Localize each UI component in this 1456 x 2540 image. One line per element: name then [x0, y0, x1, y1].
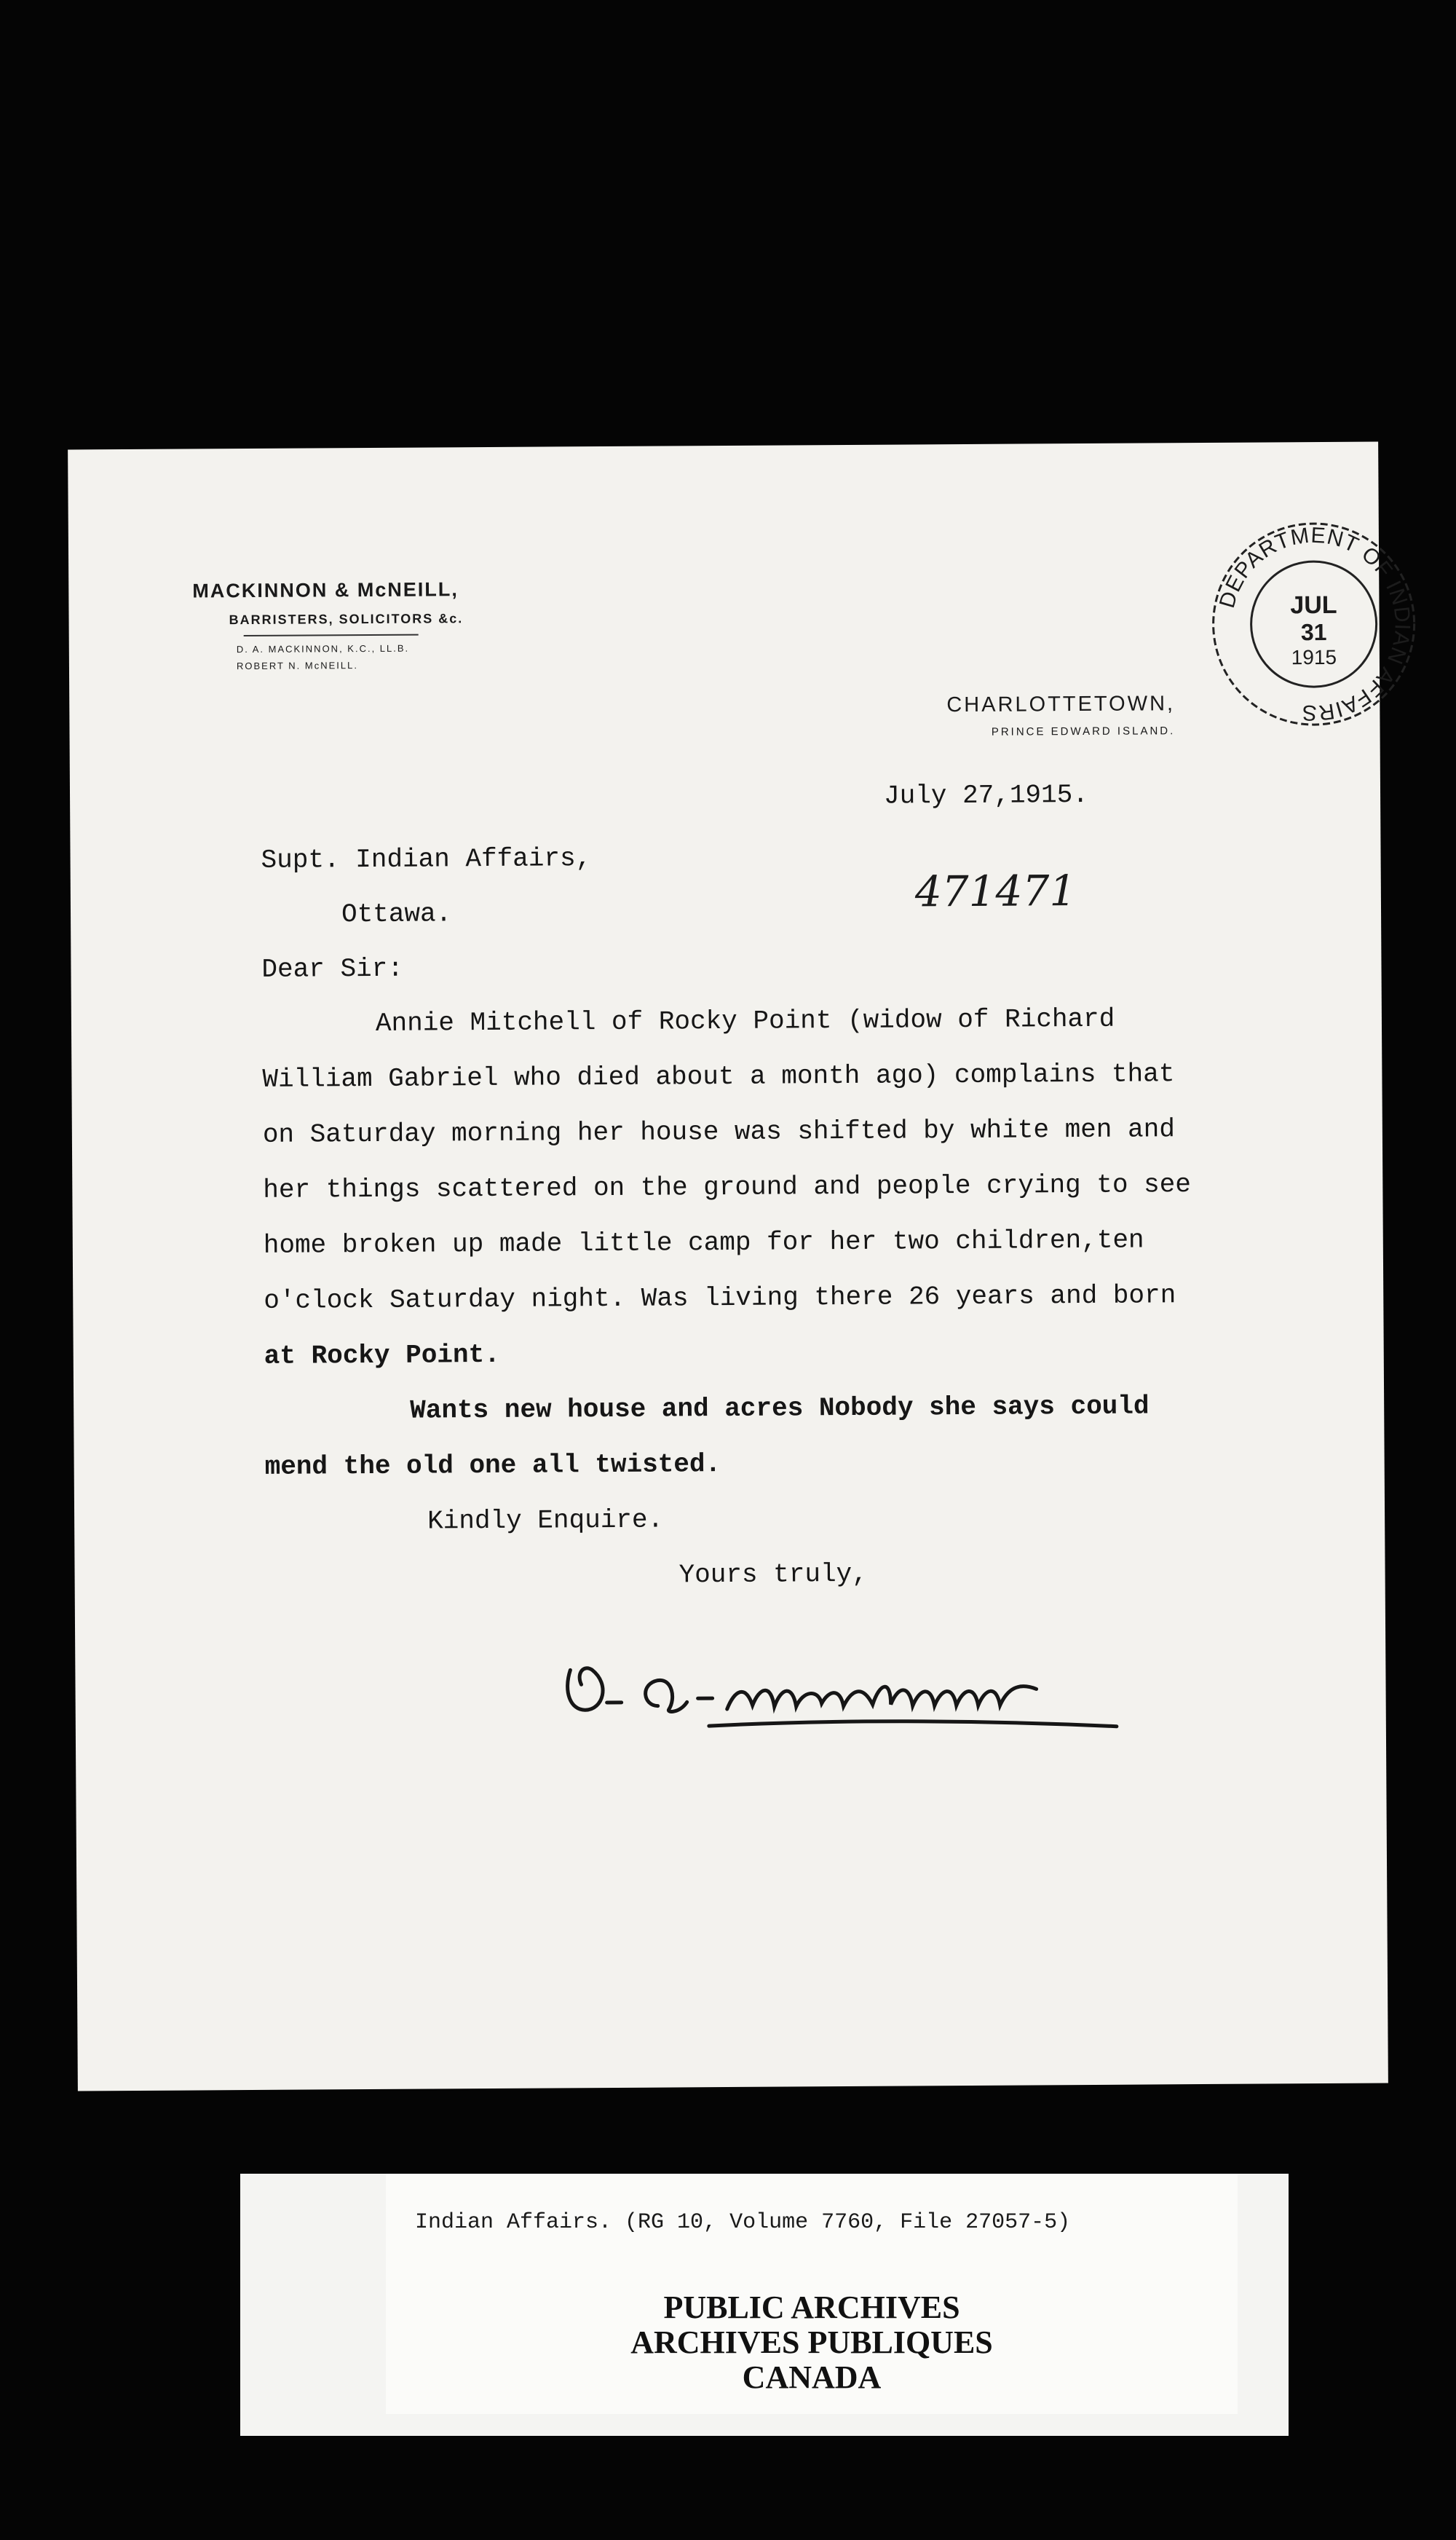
archive-stamp-text: [386, 2290, 1238, 2395]
body-line: Wants new house and acres Nobody she says could: [410, 1391, 1150, 1426]
archive-line-1: PUBLIC ARCHIVES: [663, 2289, 960, 2325]
province: PRINCE EDWARD ISLAND.: [991, 725, 1176, 738]
body-line: o'clock Saturday night. Was living there 26 years and born: [264, 1280, 1176, 1316]
city: CHARLOTTETOWN,: [946, 692, 1176, 717]
letterhead-rule: [244, 634, 419, 636]
archive-reference: Indian Affairs. (RG 10, Volume 7760, File 27057-5): [415, 2210, 1071, 2235]
body-line: mend the old one all twisted.: [264, 1449, 721, 1482]
partner-2: ROBERT N. McNEILL.: [236, 660, 358, 672]
stamp-month: JUL: [1290, 591, 1337, 620]
request-line: Kindly Enquire.: [427, 1504, 664, 1537]
stamp-ring-text: DEPARTMENT OF INDIAN AFFAIRS: [1214, 523, 1415, 725]
letterhead: [192, 578, 463, 671]
letterhead-location: [946, 692, 1175, 738]
body-line: on Saturday morning her house was shifted by white men and: [262, 1114, 1176, 1150]
body-line: home broken up made little camp for her two children,ten: [263, 1225, 1144, 1261]
archive-line-2: ARCHIVES PUBLIQUES: [630, 2324, 993, 2360]
letter-date: July 27,1915.: [883, 779, 1089, 811]
addressee-city: Ottawa.: [341, 899, 452, 930]
body-line: her things scattered on the ground and people crying to see: [263, 1170, 1192, 1205]
closing: Yours truly,: [678, 1558, 868, 1590]
archive-line-3: CANADA: [742, 2359, 882, 2395]
body-line: William Gabriel who died about a month ago) complains that: [262, 1059, 1175, 1095]
addressee: Supt. Indian Affairs,: [261, 843, 592, 875]
file-number: 471471: [914, 866, 1077, 917]
stamp-year: 1915: [1291, 645, 1337, 669]
body-line: Annie Mitchell of Rocky Point (widow of Richard: [375, 1003, 1115, 1038]
received-stamp: [1204, 514, 1424, 734]
letter-sheet: [68, 442, 1415, 2091]
partner-1: D. A. MACKINNON, K.C., LL.B.: [236, 642, 410, 655]
stamp-day: 31: [1300, 618, 1327, 646]
body-line: at Rocky Point.: [264, 1339, 500, 1371]
firm-name: MACKINNON & McNEILL,: [192, 578, 459, 602]
firm-subtitle: BARRISTERS, SOLICITORS &c.: [229, 611, 464, 628]
salutation: Dear Sir:: [261, 953, 404, 985]
signature: [541, 1637, 1197, 1735]
